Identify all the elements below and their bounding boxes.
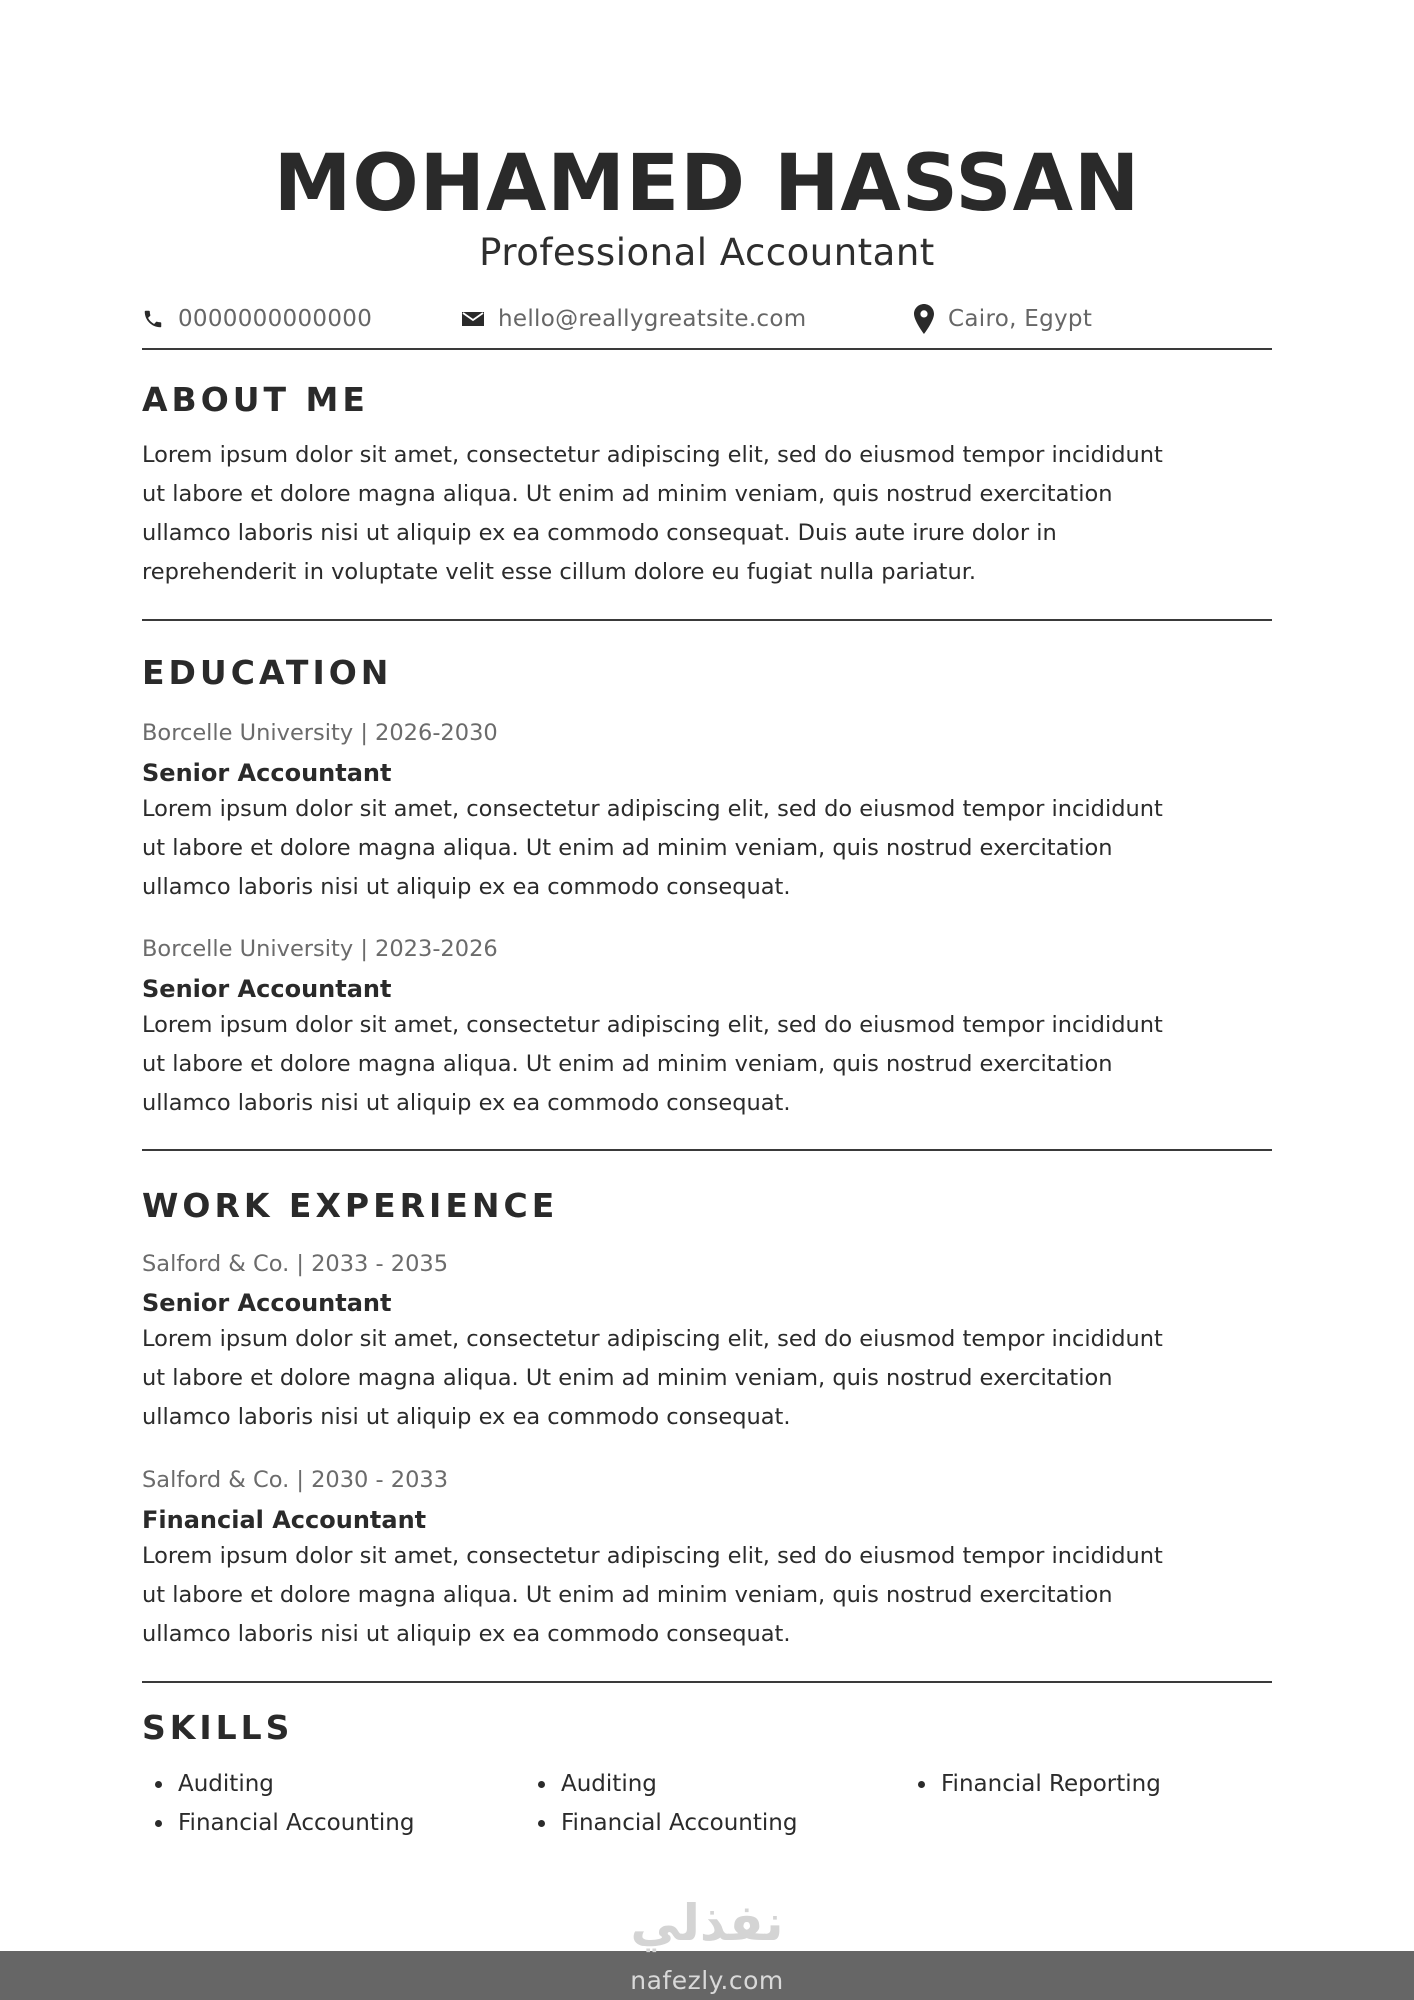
description-line: ullamco laboris nisi ut aliquip ex ea commodo consequat. xyxy=(142,874,791,900)
skill-label: Financial Reporting xyxy=(941,1771,1161,1797)
description-line: Lorem ipsum dolor sit amet, consectetur adipiscing elit, sed do eiusmod tempor incididunt xyxy=(142,1543,1163,1569)
bullet-icon xyxy=(155,1820,162,1827)
description-line: ut labore et dolore magna aliqua. Ut enim ad minim veniam, quis nostrud exercitation xyxy=(142,1582,1113,1608)
about-line: Lorem ipsum dolor sit amet, consectetur adipiscing elit, sed do eiusmod tempor incididunt xyxy=(142,442,1163,468)
contact-email xyxy=(462,303,806,335)
bullet-icon xyxy=(538,1820,545,1827)
description-line: Lorem ipsum dolor sit amet, consectetur adipiscing elit, sed do eiusmod tempor incididunt xyxy=(142,1012,1163,1038)
about-text xyxy=(142,436,1282,592)
description-line: ut labore et dolore magna aliqua. Ut enim ad minim veniam, quis nostrud exercitation xyxy=(142,1365,1113,1391)
skill-item xyxy=(918,1769,1161,1799)
work-description xyxy=(142,1320,1282,1437)
section-heading-work: WORK EXPERIENCE xyxy=(142,1186,559,1225)
education-description xyxy=(142,790,1282,907)
skill-item xyxy=(538,1769,657,1799)
work-meta: Salford & Co. | 2030 - 2033 xyxy=(142,1467,449,1493)
candidate-name: MOHAMED HASSAN xyxy=(273,139,1141,229)
skill-item xyxy=(538,1808,797,1838)
description-line: ut labore et dolore magna aliqua. Ut enim ad minim veniam, quis nostrud exercitation xyxy=(142,835,1113,861)
bullet-icon xyxy=(155,1781,162,1788)
bullet-icon xyxy=(538,1781,545,1788)
work-description xyxy=(142,1537,1282,1654)
phone-icon xyxy=(142,307,164,331)
description-line: ullamco laboris nisi ut aliquip ex ea commodo consequat. xyxy=(142,1090,791,1116)
divider xyxy=(142,348,1272,350)
watermark-domain: nafezly.com xyxy=(630,1966,784,1995)
skill-label: Auditing xyxy=(561,1771,657,1797)
about-line: ullamco laboris nisi ut aliquip ex ea commodo consequat. Duis aute irure dolor in xyxy=(142,520,1057,546)
description-line: Lorem ipsum dolor sit amet, consectetur adipiscing elit, sed do eiusmod tempor incididunt xyxy=(142,1326,1163,1352)
contact-phone xyxy=(142,303,372,335)
skill-label: Financial Accounting xyxy=(178,1810,415,1836)
description-line: ullamco laboris nisi ut aliquip ex ea commodo consequat. xyxy=(142,1404,791,1430)
divider xyxy=(142,619,1272,621)
mail-icon xyxy=(462,311,484,327)
description-line: ullamco laboris nisi ut aliquip ex ea commodo consequat. xyxy=(142,1621,791,1647)
education-role: Senior Accountant xyxy=(142,759,392,787)
about-line: ut labore et dolore magna aliqua. Ut enim ad minim veniam, quis nostrud exercitation xyxy=(142,481,1113,507)
skill-item xyxy=(155,1769,274,1799)
contact-location xyxy=(914,303,1092,335)
watermark-logo: نفذلي xyxy=(630,1894,784,1952)
section-heading-skills: SKILLS xyxy=(142,1708,294,1747)
description-line: Lorem ipsum dolor sit amet, consectetur adipiscing elit, sed do eiusmod tempor incididunt xyxy=(142,796,1163,822)
about-line: reprehenderit in voluptate velit esse cillum dolore eu fugiat nulla pariatur. xyxy=(142,559,977,585)
skill-label: Auditing xyxy=(178,1771,274,1797)
work-meta: Salford & Co. | 2033 - 2035 xyxy=(142,1251,449,1277)
work-role: Senior Accountant xyxy=(142,1289,392,1317)
location-pin-icon xyxy=(914,304,934,334)
education-role: Senior Accountant xyxy=(142,975,392,1003)
job-title: Professional Accountant xyxy=(479,231,935,274)
education-meta: Borcelle University | 2026-2030 xyxy=(142,720,498,746)
divider xyxy=(142,1149,1272,1151)
phone-number: 0000000000000 xyxy=(178,306,373,332)
location: Cairo, Egypt xyxy=(948,306,1093,332)
section-heading-about: ABOUT ME xyxy=(142,380,369,419)
section-heading-education: EDUCATION xyxy=(142,653,393,692)
description-line: ut labore et dolore magna aliqua. Ut enim ad minim veniam, quis nostrud exercitation xyxy=(142,1051,1113,1077)
skill-label: Financial Accounting xyxy=(561,1810,798,1836)
education-description xyxy=(142,1006,1282,1123)
skill-item xyxy=(155,1808,414,1838)
bullet-icon xyxy=(918,1781,925,1788)
education-meta: Borcelle University | 2023-2026 xyxy=(142,936,498,962)
work-role: Financial Accountant xyxy=(142,1506,427,1534)
email-address: hello@reallygreatsite.com xyxy=(498,306,807,332)
divider xyxy=(142,1681,1272,1683)
